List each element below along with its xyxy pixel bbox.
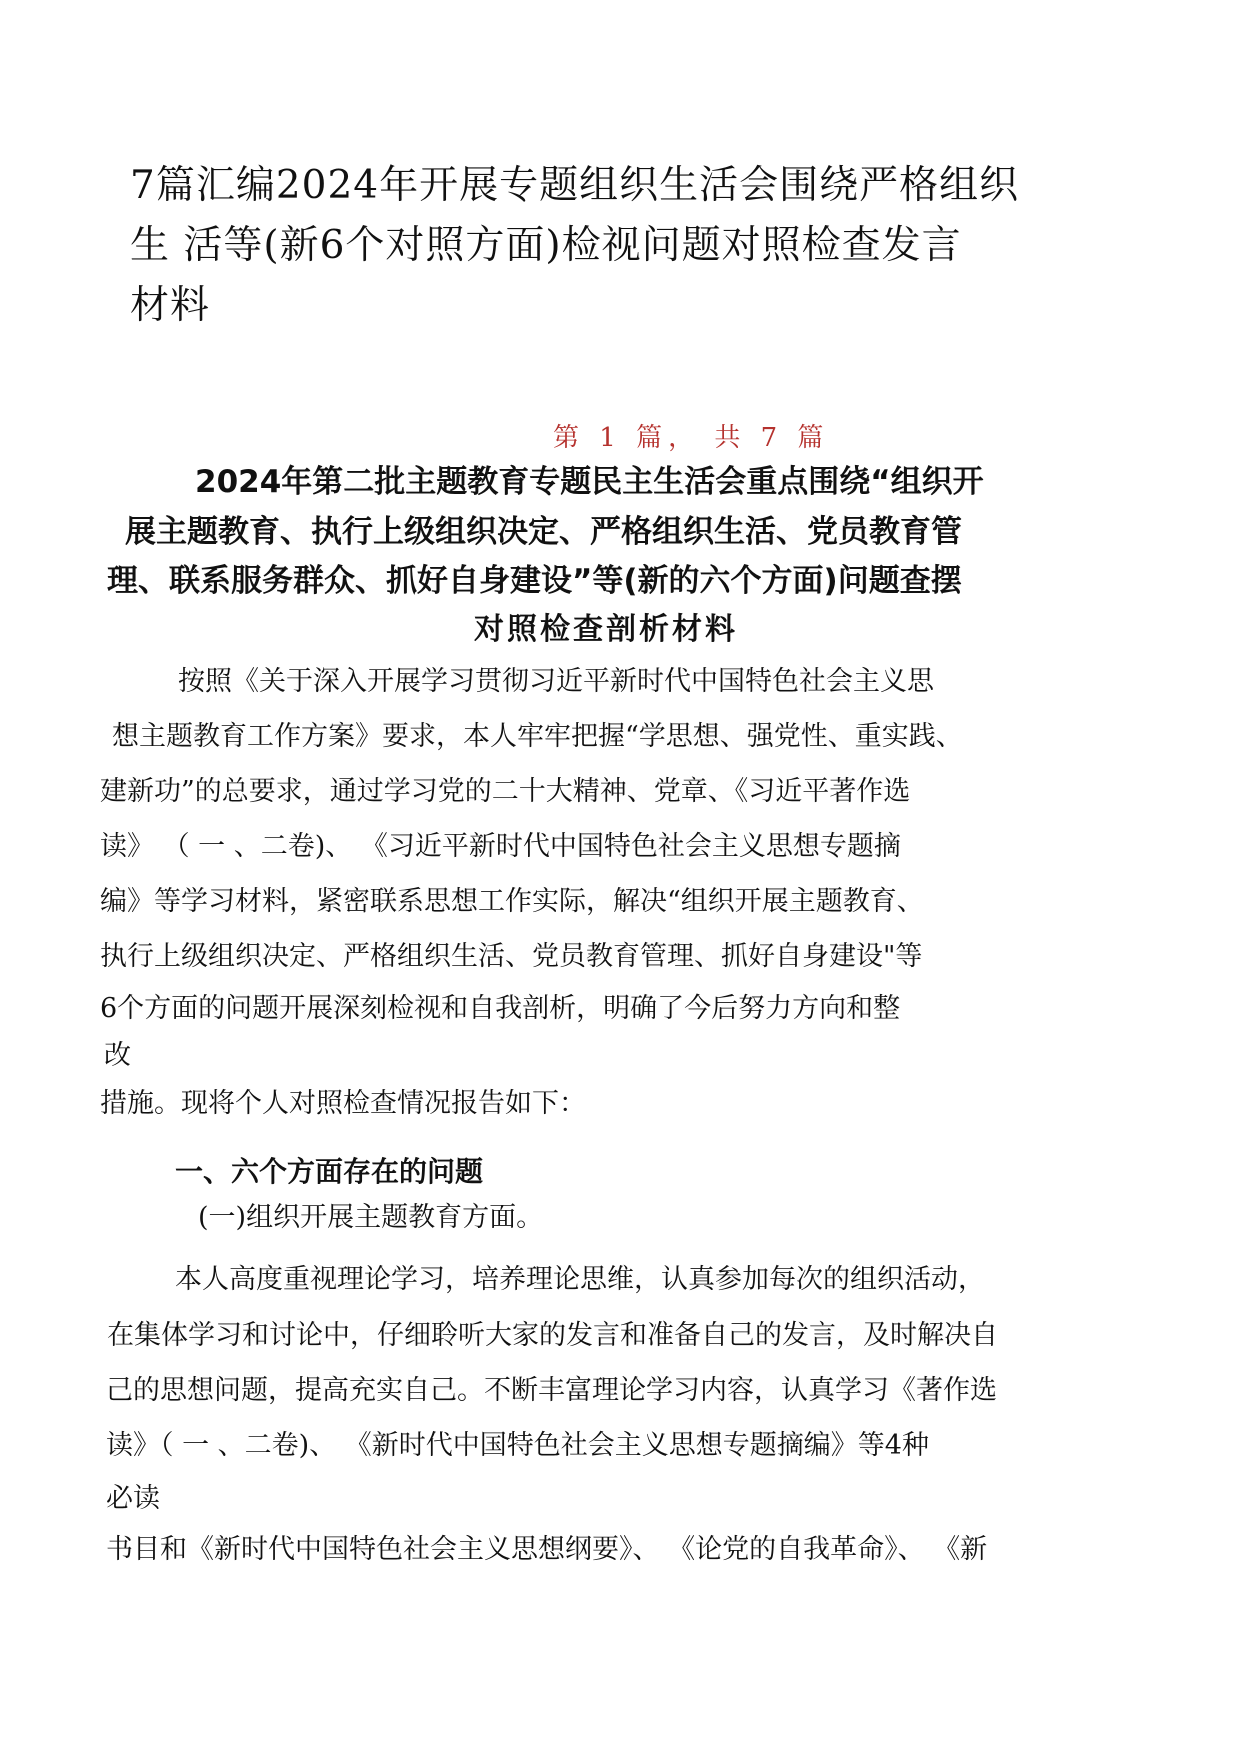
intro-line-7: 6个方面的问题开展深刻检视和自我剖析，明确了今后努力方向和整 bbox=[100, 993, 901, 1024]
article-heading-line-4: 对照检查剖析材料 bbox=[474, 612, 738, 647]
document-title-line-1: 7篇汇编2024年开展专题组织生活会围绕严格组织 bbox=[130, 163, 1020, 208]
paragraph-line-1: 本人高度重视理论学习，培养理论思维，认真参加每次的组织活动， bbox=[175, 1264, 985, 1295]
intro-line-1: 按照《关于深入开展学习贯彻习近平新时代中国特色社会主义思 bbox=[178, 666, 934, 697]
document-title-line-2: 生 活等(新6个对照方面)检视问题对照检查发言 bbox=[130, 223, 962, 268]
subsection-heading-1: (一)组织开展主题教育方面。 bbox=[198, 1202, 544, 1233]
section-heading-1: 一、六个方面存在的问题 bbox=[175, 1155, 484, 1188]
article-heading-line-2: 展主题教育、执行上级组织决定、严格组织生活、党员教育管 bbox=[125, 514, 962, 550]
intro-line-5: 编》等学习材料，紧密联系思想工作实际，解决“组织开展主题教育、 bbox=[100, 886, 924, 917]
document-title-line-3: 材料 bbox=[130, 283, 211, 328]
intro-line-2: 想主题教育工作方案》要求，本人牢牢把握“学思想、强党性、重实践、 bbox=[112, 721, 963, 752]
intro-line-9: 措施。现将个人对照检查情况报告如下： bbox=[100, 1088, 586, 1119]
article-heading-line-1: 2024年第二批主题教育专题民主生活会重点围绕“组织开 bbox=[195, 464, 984, 500]
intro-line-6: 执行上级组织决定、严格组织生活、党员教育管理、抓好自身建设"等 bbox=[100, 941, 923, 972]
paragraph-line-5: 必读 bbox=[106, 1483, 160, 1514]
paragraph-line-4: 读》（ 一 、二卷)、 《新时代中国特色社会主义思想专题摘编》等4种 bbox=[106, 1430, 929, 1461]
paragraph-line-6: 书目和《新时代中国特色社会主义思想纲要》、 《论党的自我革命》、 《新 bbox=[106, 1534, 988, 1565]
intro-line-3: 建新功”的总要求，通过学习党的二十大精神、党章、《习近平著作选 bbox=[100, 776, 911, 807]
part-label: 第 1 篇， 共 7 篇 bbox=[553, 423, 830, 453]
intro-line-8: 改 bbox=[104, 1040, 131, 1071]
intro-line-4: 读》 （ 一 、二卷)、 《习近平新时代中国特色社会主义思想专题摘 bbox=[100, 831, 901, 862]
article-heading-line-3: 理、联系服务群众、抓好自身建设”等(新的六个方面)问题查摆 bbox=[107, 563, 962, 599]
paragraph-line-2: 在集体学习和讨论中，仔细聆听大家的发言和准备自己的发言，及时解决自 bbox=[107, 1320, 998, 1351]
paragraph-line-3: 己的思想问题，提高充实自己。不断丰富理论学习内容，认真学习《著作选 bbox=[106, 1375, 997, 1406]
